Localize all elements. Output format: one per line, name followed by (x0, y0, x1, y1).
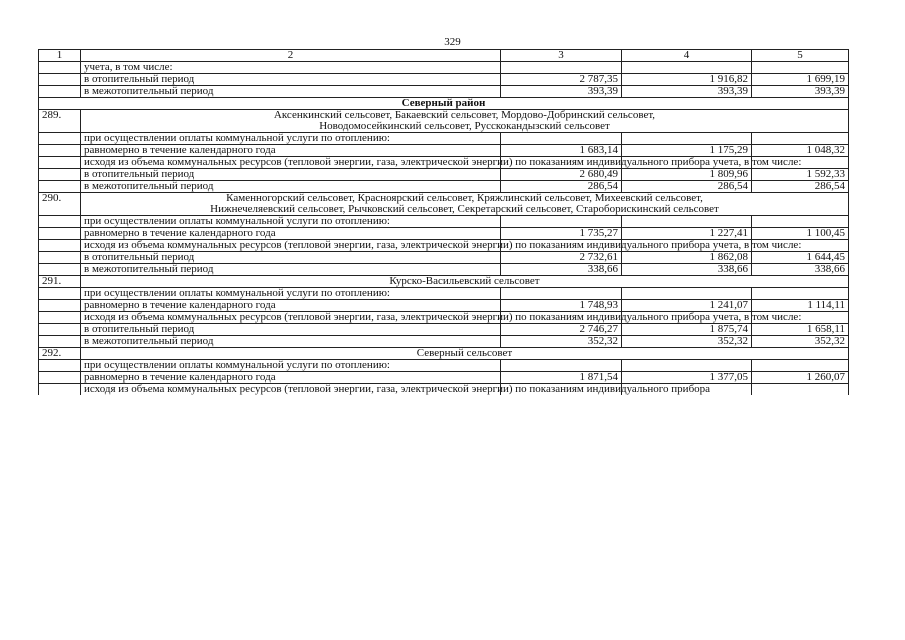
value-cell: 1 175,29 (622, 145, 752, 157)
value-cell: 1 260,07 (752, 372, 849, 384)
table-row (39, 228, 849, 240)
row-label: в межотопительный период (81, 336, 501, 348)
column-header-5: 5 (752, 50, 849, 62)
row-label: в отопительный период (81, 324, 501, 336)
entry-index: 290. (39, 193, 81, 216)
tariff-table (38, 49, 849, 395)
table-row (39, 157, 849, 169)
value-cell: 1 735,27 (501, 228, 622, 240)
page-number: 329 (444, 36, 461, 48)
column-number-row (39, 50, 849, 62)
column-header-3: 3 (501, 50, 622, 62)
table-row (39, 74, 849, 86)
value-cell: 393,39 (622, 86, 752, 98)
row-label: в отопительный период (81, 252, 501, 264)
value-cell: 1 114,11 (752, 300, 849, 312)
section-title: Северный район (39, 98, 849, 110)
value-cell: 2 732,61 (501, 252, 622, 264)
row-label: равномерно в течение календарного года (81, 228, 501, 240)
column-header-2: 2 (81, 50, 501, 62)
value-cell: 1 809,96 (622, 169, 752, 181)
value-cell: 1 377,05 (622, 372, 752, 384)
value-cell: 1 875,74 (622, 324, 752, 336)
value-cell: 393,39 (501, 86, 622, 98)
row-label: равномерно в течение календарного года (81, 145, 501, 157)
entry-title-row (39, 348, 849, 360)
row-label: при осуществлении оплаты коммунальной услуги по отоплению: (81, 360, 501, 372)
value-cell: 286,54 (501, 181, 622, 193)
table-row (39, 133, 849, 145)
value-cell: 1 644,45 (752, 252, 849, 264)
table-row (39, 181, 849, 193)
entry-name: Курско-Васильевский сельсовет (81, 276, 849, 288)
row-label: учета, в том числе: (81, 62, 501, 74)
value-cell: 1 241,07 (622, 300, 752, 312)
entry-title-row (39, 110, 849, 133)
value-cell: 338,66 (622, 264, 752, 276)
column-header-1: 1 (39, 50, 81, 62)
value-cell: 1 748,93 (501, 300, 622, 312)
value-cell: 1 683,14 (501, 145, 622, 157)
value-cell: 1 862,08 (622, 252, 752, 264)
row-label: исходя из объема коммунальных ресурсов (тепловой энергии, газа, электрической энергии) по показаниям индивидуального прибора (81, 384, 501, 396)
table-row (39, 240, 849, 252)
value-cell: 338,66 (752, 264, 849, 276)
value-cell: 2 746,27 (501, 324, 622, 336)
table-row (39, 252, 849, 264)
table-row (39, 312, 849, 324)
entry-title-row (39, 276, 849, 288)
value-cell: 1 658,11 (752, 324, 849, 336)
value-cell: 352,32 (501, 336, 622, 348)
table-row (39, 169, 849, 181)
table-row (39, 372, 849, 384)
row-label: в межотопительный период (81, 181, 501, 193)
value-cell: 286,54 (622, 181, 752, 193)
table-row (39, 62, 849, 74)
table-row (39, 145, 849, 157)
row-label: равномерно в течение календарного года (81, 300, 501, 312)
table-row (39, 384, 849, 396)
row-label: в межотопительный период (81, 264, 501, 276)
table-row (39, 336, 849, 348)
entry-index: 291. (39, 276, 81, 288)
table-row (39, 288, 849, 300)
row-label: равномерно в течение календарного года (81, 372, 501, 384)
row-label: исходя из объема коммунальных ресурсов (тепловой энергии, газа, электрической энергии) по показаниям индивидуального прибора учета, в том числе: (81, 312, 501, 324)
value-cell: 1 227,41 (622, 228, 752, 240)
row-label: в отопительный период (81, 74, 501, 86)
row-label: в отопительный период (81, 169, 501, 181)
value-cell: 338,66 (501, 264, 622, 276)
row-label: исходя из объема коммунальных ресурсов (тепловой энергии, газа, электрической энергии) по показаниям индивидуального прибора учета, в том числе: (81, 157, 501, 169)
row-label: исходя из объема коммунальных ресурсов (тепловой энергии, газа, электрической энергии) по показаниям индивидуального прибора учета, в том числе: (81, 240, 501, 252)
value-cell: 286,54 (752, 181, 849, 193)
table-row (39, 86, 849, 98)
table-row (39, 216, 849, 228)
value-cell: 1 048,32 (752, 145, 849, 157)
value-cell: 352,32 (622, 336, 752, 348)
row-label: при осуществлении оплаты коммунальной услуги по отоплению: (81, 133, 501, 145)
value-cell: 1 592,33 (752, 169, 849, 181)
value-cell: 1 916,82 (622, 74, 752, 86)
value-cell: 393,39 (752, 86, 849, 98)
value-cell: 352,32 (752, 336, 849, 348)
table-row (39, 300, 849, 312)
entry-index: 292. (39, 348, 81, 360)
table-row (39, 264, 849, 276)
value-cell: 2 787,35 (501, 74, 622, 86)
entry-name: Каменногорский сельсовет, Красноярский сельсовет, Кряжлинский сельсовет, Михеевский сельсовет, Нижнечеляевский сельсовет, Рычковский сельсовет, Секретарский сельсовет, Староборискинский сельсовет (81, 193, 849, 216)
entry-name: Аксенкинский сельсовет, Бакаевский сельсовет, Мордово-Добринский сельсовет, Новодомосейкинский сельсовет, Русскокандызский сельсовет (81, 110, 849, 133)
value-cell: 1 100,45 (752, 228, 849, 240)
entry-index: 289. (39, 110, 81, 133)
table-row (39, 360, 849, 372)
value-cell: 2 680,49 (501, 169, 622, 181)
value-cell: 1 699,19 (752, 74, 849, 86)
entry-title-row (39, 193, 849, 216)
row-label: при осуществлении оплаты коммунальной услуги по отоплению: (81, 216, 501, 228)
section-row (39, 98, 849, 110)
entry-name: Северный сельсовет (81, 348, 849, 360)
row-label: при осуществлении оплаты коммунальной услуги по отоплению: (81, 288, 501, 300)
column-header-4: 4 (622, 50, 752, 62)
table-row (39, 324, 849, 336)
row-label: в межотопительный период (81, 86, 501, 98)
value-cell: 1 871,54 (501, 372, 622, 384)
